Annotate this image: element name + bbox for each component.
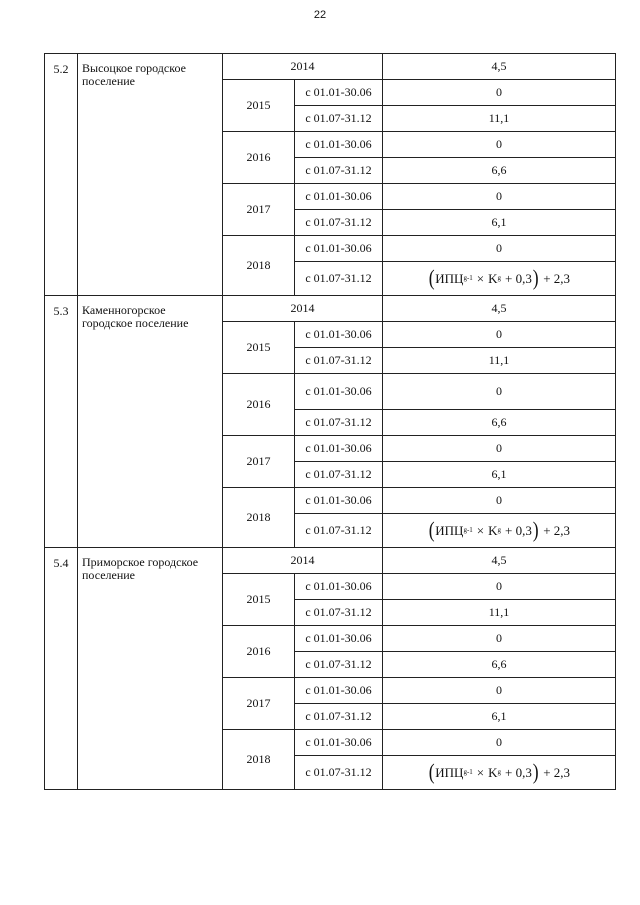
period-cell: с 01.01-30.06 bbox=[295, 184, 383, 210]
period-cell: с 01.01-30.06 bbox=[295, 322, 383, 348]
period-cell: с 01.01-30.06 bbox=[295, 730, 383, 756]
formula-plus-inner: + 0,3 bbox=[505, 522, 532, 538]
value-cell: 0 bbox=[383, 488, 616, 514]
period-cell: с 01.07-31.12 bbox=[295, 262, 383, 296]
year-cell: 2016 bbox=[223, 626, 295, 678]
formula-plus-outer: + 2,3 bbox=[543, 270, 571, 286]
left-paren: ( bbox=[428, 517, 435, 542]
value-cell: 0 bbox=[383, 322, 616, 348]
year-cell: 2018 bbox=[223, 488, 295, 548]
section-name: Приморское городское поселение bbox=[78, 548, 223, 790]
section-number: 5.3 bbox=[45, 296, 78, 548]
formula-ipc-sub: g-1 bbox=[463, 525, 473, 534]
value-cell: 11,1 bbox=[383, 348, 616, 374]
formula-k-sub: g bbox=[497, 273, 502, 282]
value-cell bbox=[383, 514, 616, 548]
page-number: 22 bbox=[313, 9, 327, 21]
value-cell: 0 bbox=[383, 436, 616, 462]
year-cell: 2017 bbox=[223, 678, 295, 730]
period-cell: с 01.07-31.12 bbox=[295, 704, 383, 730]
period-cell: с 01.07-31.12 bbox=[295, 756, 383, 790]
right-paren: ) bbox=[532, 517, 539, 542]
formula-k: K bbox=[488, 522, 498, 538]
formula-ipc: ИПЦ bbox=[435, 270, 464, 286]
formula-plus-inner: + 0,3 bbox=[505, 764, 532, 780]
year-cell: 2018 bbox=[223, 236, 295, 296]
formula-times: × bbox=[476, 522, 485, 538]
period-cell: с 01.07-31.12 bbox=[295, 348, 383, 374]
base-year: 2014 bbox=[223, 296, 383, 322]
value-cell: 6,1 bbox=[383, 210, 616, 236]
value-cell: 0 bbox=[383, 236, 616, 262]
period-cell: с 01.07-31.12 bbox=[295, 106, 383, 132]
period-cell: с 01.01-30.06 bbox=[295, 236, 383, 262]
period-cell: с 01.07-31.12 bbox=[295, 158, 383, 184]
value-cell: 0 bbox=[383, 574, 616, 600]
formula-ipc-sub: g-1 bbox=[463, 273, 473, 282]
period-cell: с 01.01-30.06 bbox=[295, 436, 383, 462]
year-cell: 2016 bbox=[223, 374, 295, 436]
base-year: 2014 bbox=[223, 54, 383, 80]
value-cell bbox=[383, 262, 616, 296]
formula bbox=[428, 517, 571, 542]
year-cell: 2015 bbox=[223, 574, 295, 626]
section-number: 5.4 bbox=[45, 548, 78, 790]
base-value: 4,5 bbox=[383, 296, 616, 322]
period-cell: с 01.07-31.12 bbox=[295, 514, 383, 548]
section-name: Каменногорское городское поселение bbox=[78, 296, 223, 548]
value-cell: 0 bbox=[383, 374, 616, 410]
period-cell: с 01.07-31.12 bbox=[295, 462, 383, 488]
table-row bbox=[45, 548, 616, 574]
year-cell: 2017 bbox=[223, 436, 295, 488]
period-cell: с 01.07-31.12 bbox=[295, 652, 383, 678]
right-paren: ) bbox=[532, 265, 539, 290]
value-cell: 6,1 bbox=[383, 462, 616, 488]
period-cell: с 01.07-31.12 bbox=[295, 410, 383, 436]
formula-plus-outer: + 2,3 bbox=[543, 764, 571, 780]
value-cell: 0 bbox=[383, 626, 616, 652]
formula-ipc: ИПЦ bbox=[435, 764, 464, 780]
table-row bbox=[45, 54, 616, 80]
formula-k-sub: g bbox=[497, 525, 502, 534]
left-paren: ( bbox=[428, 759, 435, 784]
formula-times: × bbox=[476, 270, 485, 286]
period-cell: с 01.01-30.06 bbox=[295, 574, 383, 600]
base-value: 4,5 bbox=[383, 54, 616, 80]
tariff-table bbox=[44, 53, 616, 790]
value-cell: 0 bbox=[383, 80, 616, 106]
period-cell: с 01.01-30.06 bbox=[295, 626, 383, 652]
base-value: 4,5 bbox=[383, 548, 616, 574]
formula-plus-inner: + 0,3 bbox=[505, 270, 532, 286]
year-cell: 2015 bbox=[223, 322, 295, 374]
left-paren: ( bbox=[428, 265, 435, 290]
year-cell: 2017 bbox=[223, 184, 295, 236]
period-cell: с 01.01-30.06 bbox=[295, 80, 383, 106]
period-cell: с 01.01-30.06 bbox=[295, 488, 383, 514]
year-cell: 2015 bbox=[223, 80, 295, 132]
value-cell: 0 bbox=[383, 184, 616, 210]
period-cell: с 01.01-30.06 bbox=[295, 132, 383, 158]
base-year: 2014 bbox=[223, 548, 383, 574]
formula-plus-outer: + 2,3 bbox=[543, 522, 571, 538]
right-paren: ) bbox=[532, 759, 539, 784]
period-cell: с 01.01-30.06 bbox=[295, 374, 383, 410]
formula-k: K bbox=[488, 270, 498, 286]
value-cell: 6,6 bbox=[383, 158, 616, 184]
period-cell: с 01.01-30.06 bbox=[295, 678, 383, 704]
value-cell: 0 bbox=[383, 678, 616, 704]
section-number: 5.2 bbox=[45, 54, 78, 296]
period-cell: с 01.07-31.12 bbox=[295, 210, 383, 236]
period-cell: с 01.07-31.12 bbox=[295, 600, 383, 626]
formula-k-sub: g bbox=[497, 767, 502, 776]
value-cell bbox=[383, 756, 616, 790]
formula bbox=[428, 265, 571, 290]
formula bbox=[428, 759, 571, 784]
value-cell: 11,1 bbox=[383, 600, 616, 626]
value-cell: 6,6 bbox=[383, 652, 616, 678]
formula-ipc: ИПЦ bbox=[435, 522, 464, 538]
value-cell: 6,1 bbox=[383, 704, 616, 730]
formula-ipc-sub: g-1 bbox=[463, 767, 473, 776]
value-cell: 6,6 bbox=[383, 410, 616, 436]
formula-times: × bbox=[476, 764, 485, 780]
year-cell: 2018 bbox=[223, 730, 295, 790]
formula-k: K bbox=[488, 764, 498, 780]
value-cell: 11,1 bbox=[383, 106, 616, 132]
value-cell: 0 bbox=[383, 132, 616, 158]
table-row bbox=[45, 296, 616, 322]
section-name: Высоцкое городское поселение bbox=[78, 54, 223, 296]
year-cell: 2016 bbox=[223, 132, 295, 184]
value-cell: 0 bbox=[383, 730, 616, 756]
